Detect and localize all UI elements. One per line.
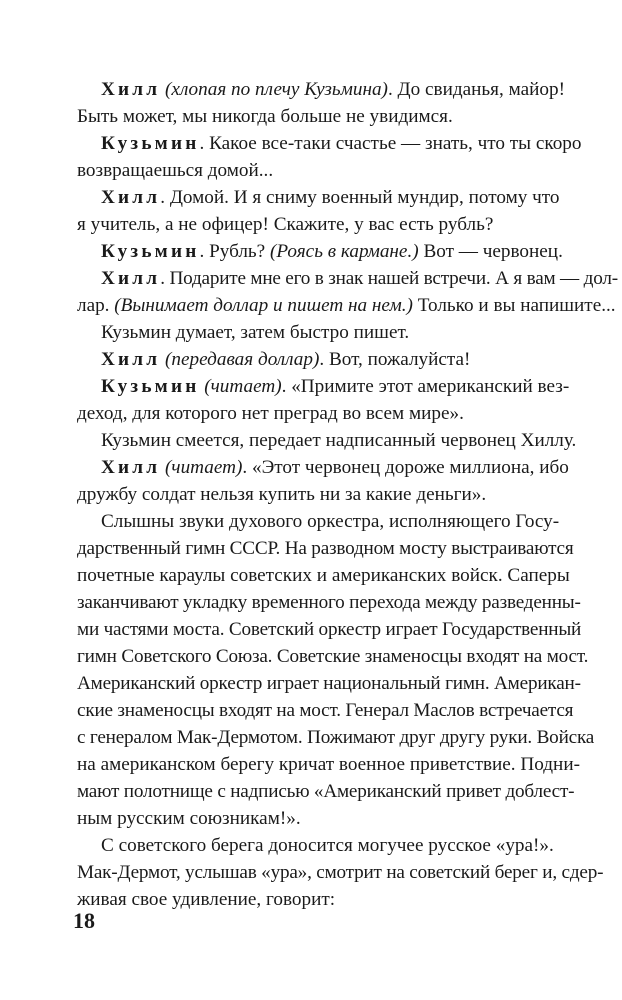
line-text: . Рубль? (199, 241, 270, 262)
line-text: С советского берега доносится могучее русское «ура!». (101, 835, 554, 856)
line-text: дружбу солдат нельзя купить ни за какие деньги». (77, 484, 487, 505)
line-text: . Подарите мне его в знак нашей встречи. А я вам — дол- (160, 268, 618, 289)
text-line (77, 724, 595, 751)
line-text: я учитель, а не офицер! Скажите, у вас есть рубль? (77, 214, 494, 235)
line-text: . Домой. И я сниму военный мундир, потому что (160, 187, 560, 208)
text-line (77, 670, 581, 697)
line-text: . До свиданья, майор! (387, 79, 565, 100)
text-line (77, 886, 581, 913)
page-number: 18 (73, 908, 95, 933)
stage-direction: (Вынимает доллар и пишет на нем.) (114, 295, 413, 316)
text-line (77, 859, 604, 886)
stage-direction: (читает) (165, 457, 243, 478)
text-line (77, 292, 616, 319)
line-text: возвращаешься домой... (77, 160, 274, 181)
line-text: с генералом Мак-Дермотом. Пожимают друг другу руки. Войска (77, 727, 595, 748)
line-text: живая свое удивление, говорит: (77, 889, 336, 910)
line-text: лар. (77, 295, 115, 316)
text-line (101, 76, 581, 103)
line-text: . «Этот червонец дороже миллиона, ибо (242, 457, 569, 478)
stage-direction: (хлопая по плечу Кузьмина) (165, 79, 388, 100)
line-text: ным русским союзникам!». (77, 808, 301, 829)
text-line (101, 130, 581, 157)
text-line (77, 751, 581, 778)
text-line (101, 373, 581, 400)
speaker-name: Хилл (101, 268, 161, 289)
line-text: гимн Советского Союза. Советские знаменосцы входят на мост. (77, 646, 589, 667)
text-line (101, 832, 581, 859)
line-text: Вот — червонец. (418, 241, 563, 262)
text-line (77, 481, 581, 508)
text-line (77, 697, 581, 724)
text-line (101, 454, 581, 481)
line-text: Американский оркестр играет национальный гимн. Американ- (77, 673, 581, 694)
line-text: Кузьмин смеется, передает надписанный червонец Хиллу. (101, 430, 577, 451)
speaker-name: Кузьмин (101, 241, 200, 262)
text-line (77, 400, 581, 427)
line-text: ми частями моста. Советский оркестр играет Государственный (77, 619, 582, 640)
text-line (77, 103, 581, 130)
text-line (101, 184, 581, 211)
line-text: Кузьмин думает, затем быстро пишет. (101, 322, 410, 343)
line-text: на американском берегу кричат военное приветствие. Подни- (77, 754, 580, 775)
text-line (77, 535, 581, 562)
line-text: Быть может, мы никогда больше не увидимся. (77, 106, 453, 127)
stage-direction: (передавая доллар) (165, 349, 320, 370)
text-line (101, 427, 581, 454)
line-text: заканчивают укладку временного перехода между разведенны- (77, 592, 581, 613)
stage-direction: (читает) (204, 376, 282, 397)
text-line (77, 616, 581, 643)
line-text: Только и вы напишите... (412, 295, 616, 316)
line-text: почетные караулы советских и американских войск. Саперы (77, 565, 570, 586)
line-text: . Какое все-таки счастье — знать, что ты скоро (199, 133, 582, 154)
speaker-name: Хилл (101, 457, 161, 478)
text-line (101, 238, 581, 265)
speaker-name: Кузьмин (101, 376, 200, 397)
text-line (77, 157, 581, 184)
line-text: . «Примите этот американский вез- (281, 376, 570, 397)
text-line (101, 346, 581, 373)
text-line (77, 562, 581, 589)
text-line (77, 589, 581, 616)
line-text: Слышны звуки духового оркестра, исполняющего Госу- (101, 511, 560, 532)
text-line (77, 778, 581, 805)
speaker-name: Кузьмин (101, 133, 200, 154)
speaker-name: Хилл (101, 187, 161, 208)
line-text: Мак-Дермот, услышав «ура», смотрит на советский берег и, сдер- (77, 862, 604, 883)
text-line (77, 643, 589, 670)
stage-direction: (Роясь в кармане.) (270, 241, 419, 262)
line-text: ские знаменосцы входят на мост. Генерал Маслов встречается (77, 700, 574, 721)
text-line (101, 265, 618, 292)
text-line (77, 211, 581, 238)
text-line (101, 319, 581, 346)
line-text: деход, для которого нет преград во всем мире». (77, 403, 464, 424)
text-line (77, 805, 581, 832)
line-text: мают полотнище с надписью «Американский привет доблест- (77, 781, 575, 802)
speaker-name: Хилл (101, 79, 161, 100)
text-line (101, 508, 581, 535)
line-text: дарственный гимн СССР. На разводном мосту выстраиваются (77, 538, 574, 559)
body-text (77, 76, 618, 913)
line-text: . Вот, пожалуйста! (319, 349, 471, 370)
speaker-name: Хилл (101, 349, 161, 370)
